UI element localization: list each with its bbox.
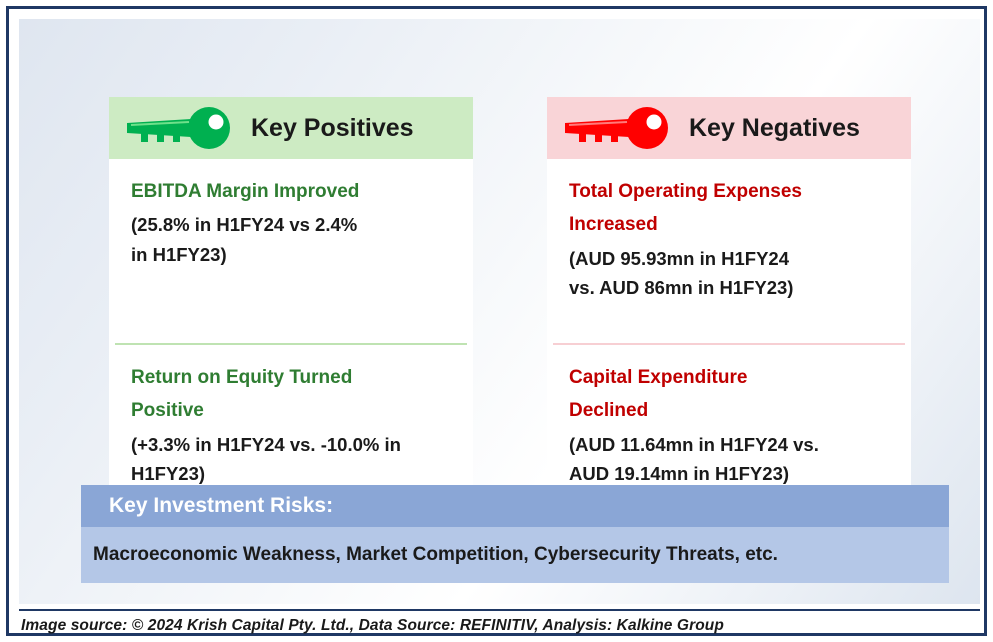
key-negatives-column [547,97,911,511]
key-positives-title: Key Positives [251,113,414,142]
key-positives-column [109,97,473,511]
key-negatives-title: Key Negatives [689,113,860,142]
key-positive-item-1-detail-line2: in H1FY23) [131,244,227,266]
key-positive-item-2-detail-line1: (+3.3% in H1FY24 vs. -10.0% in [131,433,401,455]
key-negative-item-2-detail-line1: (AUD 11.64mn in H1FY24 vs. [569,433,819,455]
key-positives-header [109,97,473,159]
key-investment-risks-heading: Key Investment Risks: [109,494,334,517]
key-icon [561,105,677,151]
key-investment-risks-body-bar [81,527,949,583]
key-positive-item-2-title-line2: Positive [131,400,204,422]
key-negative-item-2-detail-line2: AUD 19.14mn in H1FY23) [569,463,790,485]
key-icon [123,105,239,151]
key-negative-item-2-title-line2: Declined [569,400,649,422]
key-positive-item-1-detail-line1: (25.8% in H1FY24 vs 2.4% [131,214,358,236]
footer-source-note: Image source: © 2024 Krish Capital Pty. Ltd., Data Source: REFINITIV, Analysis: Kalkine Group [21,617,724,634]
slide-border [6,6,987,636]
key-positive-item-2-detail-line2: H1FY23) [131,463,206,485]
key-negative-item-1-detail-line2: vs. AUD 86mn in H1FY23) [569,277,794,299]
footer-divider [19,609,980,611]
key-positive-item-1-title: EBITDA Margin Improved [131,181,360,202]
key-positive-item-2-title-line1: Return on Equity Turned [131,367,353,388]
key-negative-item-2-title-line1: Capital Expenditure [569,367,748,388]
key-negatives-header [547,97,911,159]
key-negative-item-1-detail-line1: (AUD 95.93mn in H1FY24 [569,247,790,269]
key-negative-item-1-title-line1: Total Operating Expenses [569,181,802,202]
key-investment-risks-heading-bar [81,485,949,527]
slide-background [19,19,980,604]
key-investment-risks [81,485,949,583]
key-positive-item-1 [109,159,473,345]
key-investment-risks-body: Macroeconomic Weakness, Market Competition, Cybersecurity Threats, etc. [93,544,778,565]
key-negative-item-1 [547,159,911,345]
key-negative-item-1-title-line2: Increased [569,214,658,236]
